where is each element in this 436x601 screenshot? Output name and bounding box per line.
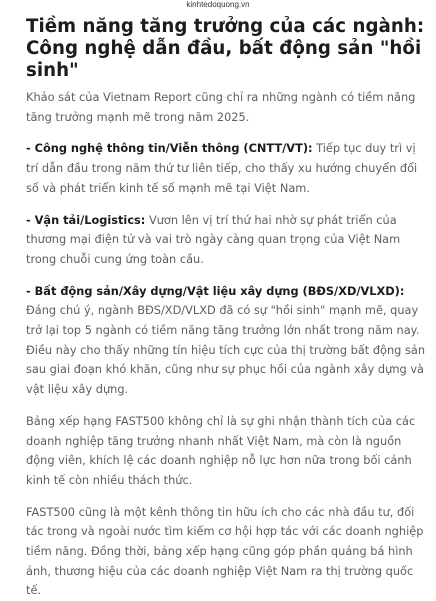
section-text: Đáng chú ý, ngành BĐS/XD/VLXD đã có sự "hồi sinh" mạnh mẽ, quay trở lại top 5 ngành có tiềm năng tăng trưởng lớn nhất trong năm nay. Điều này cho thấy những tín hiệu tích cực của thị trường bất động sản sau giai đoạn khó khăn, cũng như sự phục hồi của ngành xây dựng và vật liệu xây dựng.: [26, 303, 426, 397]
article-body: [26, 16, 426, 601]
paragraph-fast500-recognition: Bảng xếp hạng FAST500 không chỉ là sự ghi nhận thành tích của các doanh nghiệp tăng trưởng nhanh nhất Việt Nam, mà còn là nguồn động viên, khích lệ các doanh nghiệp nỗ lực hơn nữa trong bối cảnh kinh tế còn nhiều thách thức.: [26, 413, 416, 487]
paragraph-fast500-channel: FAST500 cũng là một kênh thông tin hữu ích cho các nhà đầu tư, đối tác trong và ngoài nước tìm kiếm cơ hội hợp tác với các doanh nghiệp tiềm năng. Đồng thời, bảng xếp hạng cũng góp phần quảng bá hình ảnh, thương hiệu của các doanh nghiệp Việt Nam ra thị trường quốc tế.: [26, 504, 424, 598]
url-text: kinhtedoquong.vn: [186, 0, 250, 9]
section-lead: - Bất động sản/Xây dựng/Vật liệu xây dựng (BĐS/XD/VLXD):: [26, 283, 405, 298]
article-headline: Tiềm năng tăng trưởng của các ngành: Công nghệ dẫn đầu, bất động sản "hồi sinh": [26, 16, 425, 81]
section-it-telecom: [26, 139, 426, 198]
intro-paragraph: Khảo sát của Vietnam Report cũng chỉ ra những ngành có tiềm năng tăng trưởng mạnh mẽ trong năm 2025.: [26, 90, 416, 124]
section-lead: - Vận tải/Logistics:: [26, 212, 146, 227]
section-lead: - Công nghệ thông tin/Viễn thông (CNTT/VT):: [26, 141, 313, 156]
section-real-estate: [26, 282, 426, 400]
section-text: Tiếp tục duy trì vị trí dẫn đầu trong năm thứ tư liên tiếp, cho thấy xu hướng chuyển đổi số và phát triển kinh tế số mạnh mẽ tại Việt Nam.: [26, 141, 418, 195]
address-bar[interactable]: [0, 0, 436, 14]
section-transport-logistics: [26, 211, 426, 270]
section-text: Vươn lên vị trí thứ hai nhờ sự phát triển của thương mại điện tử và vai trò ngày càng quan trọng của Việt Nam trong chuỗi cung ứng toàn cầu.: [26, 212, 401, 266]
